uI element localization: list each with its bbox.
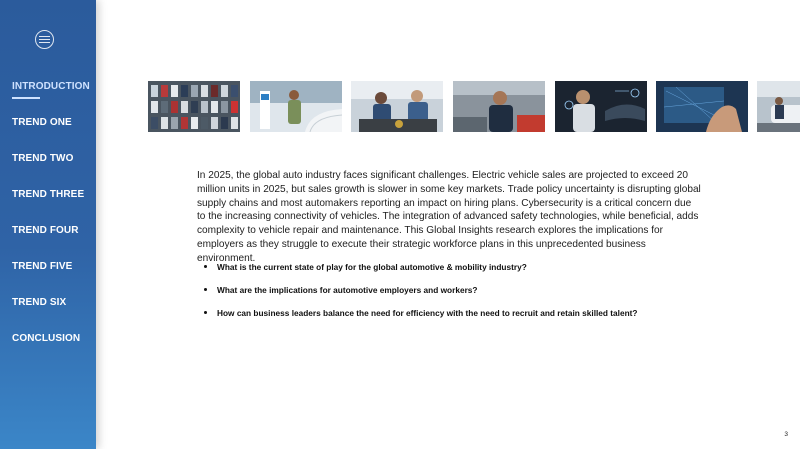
engine-technicians-image [351,81,443,132]
nav-trend-one[interactable]: TREND ONE [12,117,72,128]
question-text: What are the implications for automotive employers and workers? [217,285,478,295]
question-text: How can business leaders balance the need for efficiency with the need to recruit and retain skilled talent? [217,308,638,318]
parking-lot-image [148,81,240,132]
question-item [205,285,478,295]
nav-trend-four[interactable]: TREND FOUR [12,225,79,236]
touchscreen-dashboard-image [656,81,748,132]
ev-charging-image [250,81,342,132]
sidebar [0,0,96,449]
question-item [205,308,638,318]
nav-conclusion[interactable]: CONCLUSION [12,333,81,344]
page-number: 3 [784,431,788,438]
question-text: What is the current state of play for the global automotive & mobility industry? [217,262,527,272]
factory-line-image [757,81,800,132]
mechanic-workshop-image [453,81,545,132]
question-item [205,262,527,272]
nav-trend-two[interactable]: TREND TWO [12,153,74,164]
nav-trend-five[interactable]: TREND FIVE [12,261,73,272]
nav-trend-three[interactable]: TREND THREE [12,189,85,200]
nav-trend-six[interactable]: TREND SIX [12,297,67,308]
active-nav-indicator [12,97,40,99]
globe-logo-icon [35,30,54,49]
nav-introduction[interactable]: INTRODUCTION [12,81,90,92]
digital-engineer-image [555,81,647,132]
intro-paragraph: In 2025, the global auto industry faces significant challenges. Electric vehicle sales are projected to exceed 20 million units in 2025, but sales growth is slower in some key markets. Trade policy uncertainty is disrupting global supply chains and most automakers reporting an impact on hiring plans. Cybersecurity is a critical concern due to the increasing connectivity of vehicles. The integration of advanced safety technologies, while beneficial, adds complexity to vehicle repair and maintenance. This Global Insights research explores the implications for employers as they struggle to execute their strategic workforce plans in this unprecedented business environment. [197,170,701,264]
